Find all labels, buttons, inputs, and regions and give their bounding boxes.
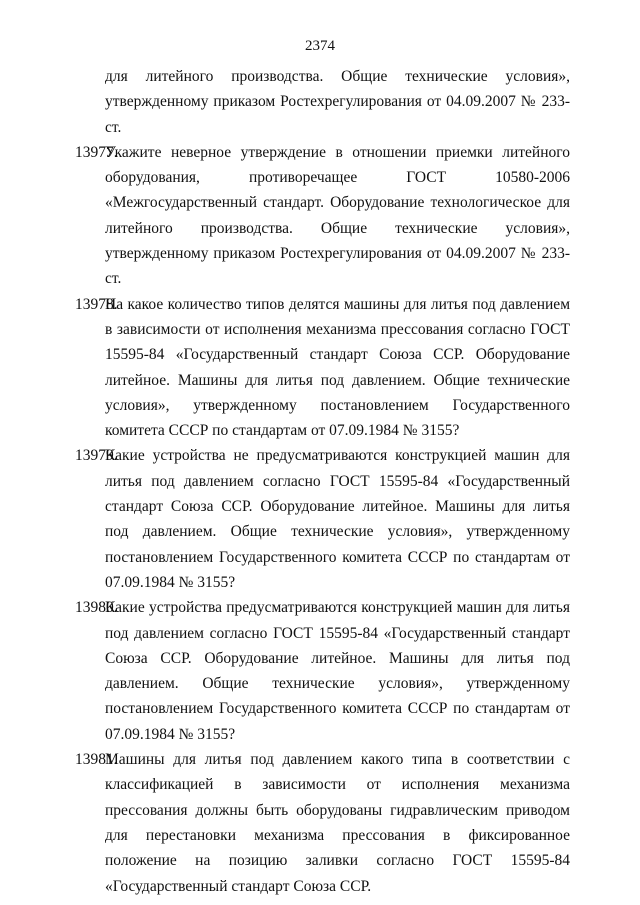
page-content — [75, 64, 570, 899]
question-number: 13978. — [75, 295, 118, 313]
question-number: 13980. — [75, 599, 118, 617]
question-item-13978 — [75, 292, 570, 444]
question-text: Какие устройства предусматриваются конструкцией машин для литья под давлением согласно ГОСТ 15595-84 «Государственный стандарт Союза ССР. Оборудование литейное. Машины для литья под давлением. Общие технические условия», утвержденному постановлением Государственного комитета СССР по стандартам от 07.09.1984 № 3155? — [105, 599, 570, 743]
question-text: Укажите неверное утверждение в отношении приемки литейного оборудования, противоречащее ГОСТ 10580-2006 «Межгосударственный стандарт. Оборудование технологическое для литейного производства. Общие технические условия», утвержденному приказом Ростехрегулирования от 04.09.2007 № 233-ст. — [105, 143, 570, 288]
question-text: На какое количество типов делятся машины для литья под давлением в зависимости от исполнения механизма прессования согласно ГОСТ 15595-84 «Государственный стандарт Союза ССР. Оборудование литейное. Машины для литья под давлением. Общие технические условия», утвержденному постановлением Государственного комитета СССР по стандартам от 07.09.1984 № 3155? — [105, 295, 570, 440]
question-number: 13981. — [75, 751, 118, 769]
question-item-13981 — [75, 747, 570, 899]
question-item-13980 — [75, 595, 570, 747]
question-text: Какие устройства не предусматриваются конструкцией машин для литья под давлением согласно ГОСТ 15595-84 «Государственный стандарт Союза ССР. Оборудование литейное. Машины для литья под давлением. Общие технические условия», утвержденному постановлением Государственного комитета СССР по стандартам от 07.09.1984 № 3155? — [105, 447, 570, 591]
question-item-13977 — [75, 140, 570, 292]
question-item-13979 — [75, 443, 570, 595]
continuation-paragraph: для литейного производства. Общие технические условия», утвержденному приказом Ростехрегулирования от 04.09.2007 № 233-ст. — [105, 68, 570, 136]
question-number: 13977. — [75, 143, 118, 161]
page-number: 2374 — [305, 38, 335, 54]
question-number: 13979. — [75, 447, 118, 465]
question-text: Машины для литья под давлением какого типа в соответствии с классификацией в зависимости от исполнения механизма прессования должны быть оборудованы гидравлическим приводом для перестановки механизма прессования в фиксированное положение на позицию заливки согласно ГОСТ 15595-84 «Государственный стандарт Союза ССР. — [105, 751, 570, 895]
